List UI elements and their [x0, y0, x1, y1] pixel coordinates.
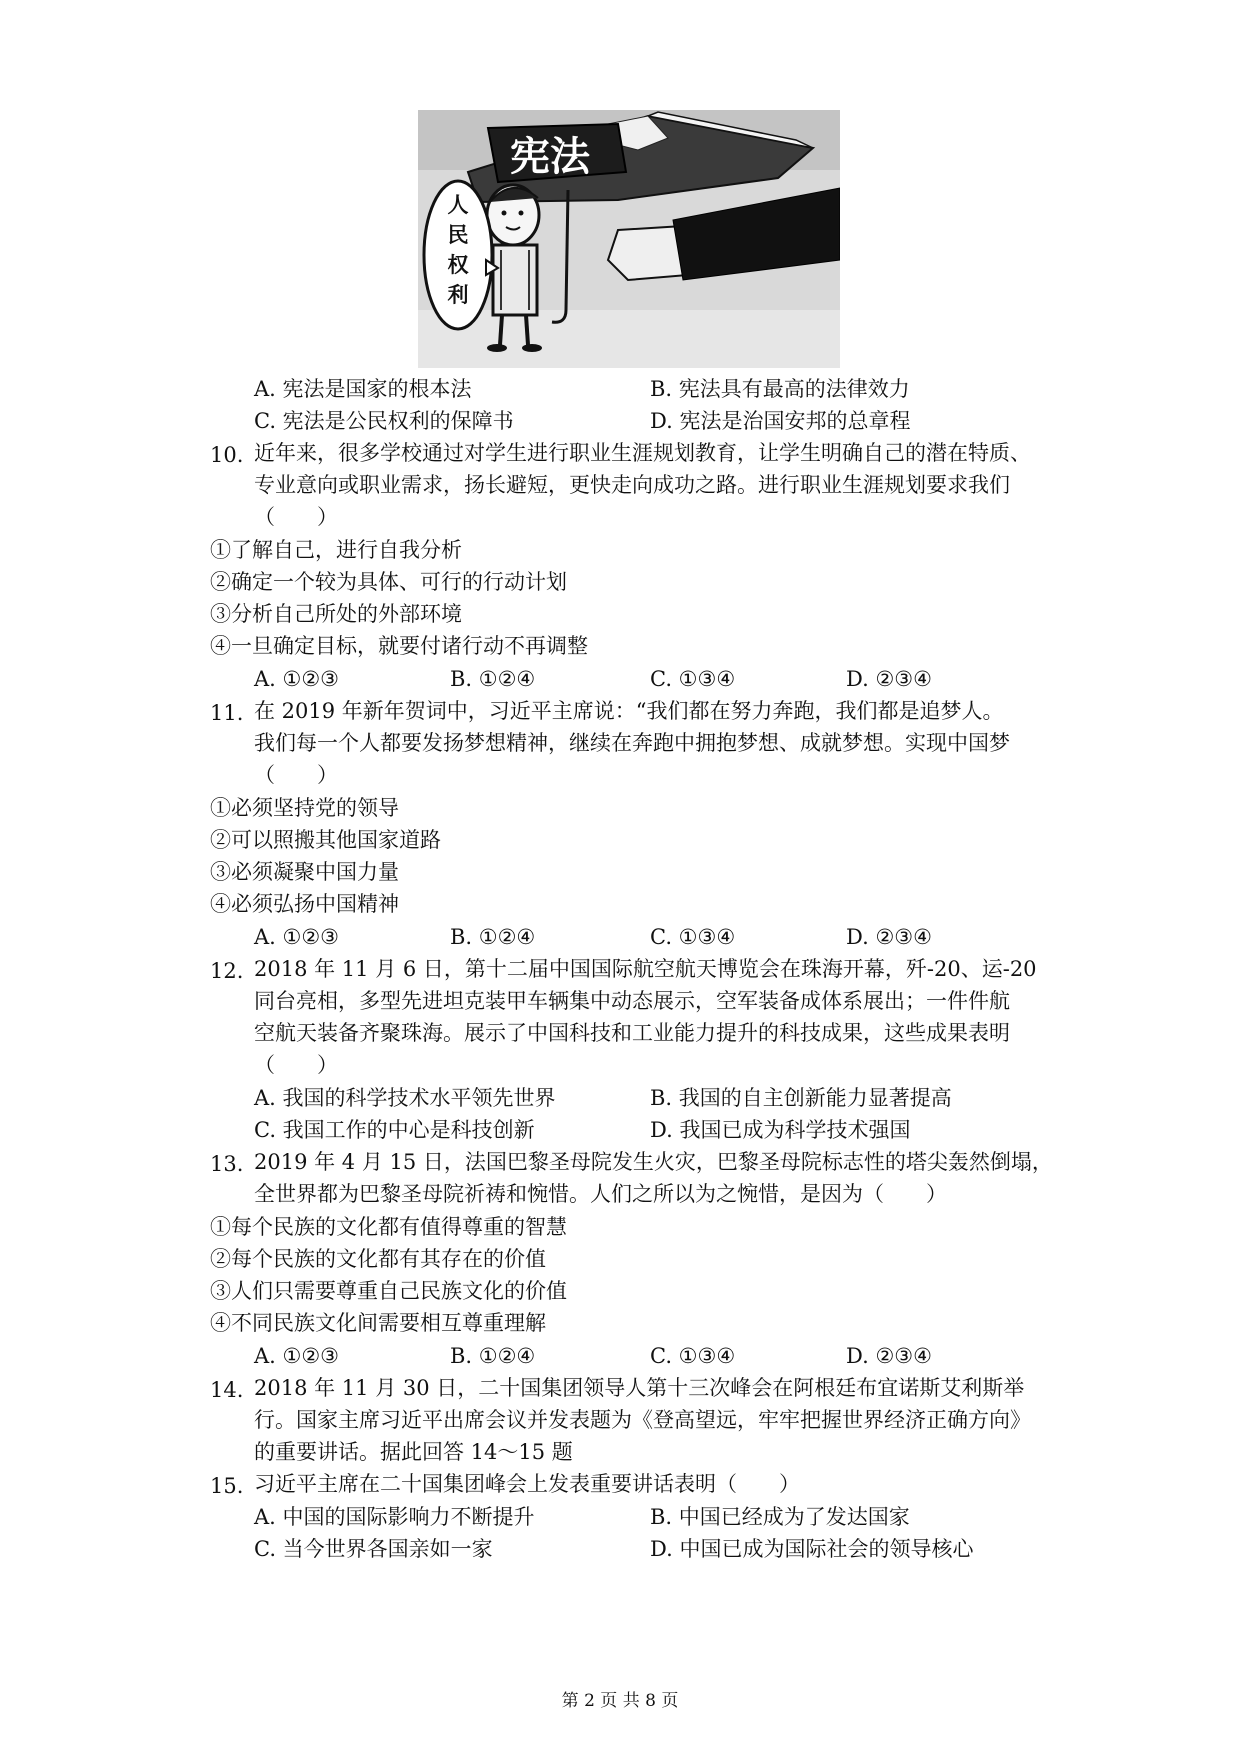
q15-option-d: D. 中国已成为国际社会的领导核心	[650, 1537, 974, 1561]
q15-option-c: C. 当今世界各国亲如一家	[254, 1537, 493, 1561]
q13-option-d: D. ②③④	[846, 1344, 932, 1368]
speech-char: 权	[447, 253, 469, 277]
q11-stem-line: 我们每一个人都要发扬梦想精神，继续在奔跑中拥抱梦想、成就梦想。实现中国梦	[254, 731, 1010, 755]
q10-option-d: D. ②③④	[846, 667, 932, 691]
q13-stem-line: 2019 年 4 月 15 日，法国巴黎圣母院发生火灾，巴黎圣母院标志性的塔尖轰然倒塌，	[254, 1150, 1053, 1174]
q11-item: ②可以照搬其他国家道路	[210, 828, 441, 852]
q10-option-a: A. ①②③	[254, 667, 339, 691]
q10-stem-line: 近年来，很多学校通过对学生进行职业生涯规划教育，让学生明确自己的潜在特质、	[254, 441, 1031, 465]
q10-option-c: C. ①③④	[650, 667, 736, 691]
q10-item: ④一旦确定目标，就要付诸行动不再调整	[210, 634, 588, 658]
q15-number: 15.	[210, 1474, 244, 1498]
q11-item: ①必须坚持党的领导	[210, 796, 399, 820]
q10-item: ①了解自己，进行自我分析	[210, 538, 462, 562]
q13-item: ④不同民族文化间需要相互尊重理解	[210, 1311, 546, 1335]
q14-stem-line: 行。国家主席习近平出席会议并发表题为《登高望远，牢牢把握世界经济正确方向》	[254, 1408, 1031, 1432]
q14-stem-line: 2018 年 11 月 30 日，二十国集团领导人第十三次峰会在阿根廷布宜诺斯艾利斯举	[254, 1376, 1025, 1400]
q12-option-c: C. 我国工作的中心是科技创新	[254, 1118, 535, 1142]
q11-option-b: B. ①②④	[450, 925, 536, 949]
q9-option-c: C. 宪法是公民权利的保障书	[254, 409, 514, 433]
q9-option-d: D. 宪法是治国安邦的总章程	[650, 409, 911, 433]
speech-bubble-text	[446, 190, 470, 310]
q9-option-b: B. 宪法具有最高的法律效力	[650, 377, 910, 401]
q15-option-b: B. 中国已经成为了发达国家	[650, 1505, 910, 1529]
q12-number: 12.	[210, 959, 244, 983]
q11-option-d: D. ②③④	[846, 925, 932, 949]
q15-stem-line: 习近平主席在二十国集团峰会上发表重要讲话表明（ ）	[254, 1472, 800, 1496]
q11-stem-line: （ ）	[254, 763, 338, 787]
q10-number: 10.	[210, 443, 244, 467]
q9-option-a: A. 宪法是国家的根本法	[254, 377, 472, 401]
q12-stem-line: 2018 年 11 月 6 日，第十二届中国国际航空航天博览会在珠海开幕，歼-20、运-20	[254, 957, 1037, 981]
q11-item: ③必须凝聚中国力量	[210, 860, 399, 884]
q12-option-a: A. 我国的科学技术水平领先世界	[254, 1086, 556, 1110]
q13-number: 13.	[210, 1152, 244, 1176]
q15-option-a: A. 中国的国际影响力不断提升	[254, 1505, 535, 1529]
q14-stem-line: 的重要讲话。据此回答 14～15 题	[254, 1440, 573, 1464]
q13-option-c: C. ①③④	[650, 1344, 736, 1368]
q10-option-b: B. ①②④	[450, 667, 536, 691]
q11-item: ④必须弘扬中国精神	[210, 892, 399, 916]
q13-item: ②每个民族的文化都有其存在的价值	[210, 1247, 546, 1271]
q11-option-a: A. ①②③	[254, 925, 339, 949]
q11-stem-line: 在 2019 年新年贺词中，习近平主席说：“我们都在努力奔跑，我们都是追梦人。	[254, 699, 1004, 723]
q13-option-b: B. ①②④	[450, 1344, 536, 1368]
banner-text: 宪法	[510, 134, 590, 180]
q12-stem-line: （ ）	[254, 1053, 338, 1077]
page-number: 第 2 页 共 8 页	[561, 1691, 679, 1711]
q12-option-d: D. 我国已成为科学技术强国	[650, 1118, 911, 1142]
q14-number: 14.	[210, 1378, 244, 1402]
speech-char: 利	[447, 283, 469, 307]
q13-option-a: A. ①②③	[254, 1344, 339, 1368]
q10-item: ②确定一个较为具体、可行的行动计划	[210, 570, 567, 594]
q13-item: ①每个民族的文化都有值得尊重的智慧	[210, 1215, 567, 1239]
q10-stem-line: （ ）	[254, 505, 338, 529]
q10-item: ③分析自己所处的外部环境	[210, 602, 462, 626]
q12-stem-line: 空航天装备齐聚珠海。展示了中国科技和工业能力提升的科技成果，这些成果表明	[254, 1021, 1010, 1045]
speech-bubble-full-text	[418, 110, 422, 111]
constitution-cartoon	[418, 110, 840, 368]
speech-char: 民	[447, 223, 469, 247]
q11-option-c: C. ①③④	[650, 925, 736, 949]
q11-number: 11.	[210, 701, 244, 725]
speech-char: 人	[447, 193, 469, 217]
q12-option-b: B. 我国的自主创新能力显著提高	[650, 1086, 952, 1110]
q13-item: ③人们只需要尊重自己民族文化的价值	[210, 1279, 567, 1303]
q12-stem-line: 同台亮相，多型先进坦克装甲车辆集中动态展示，空军装备成体系展出；一件件航	[254, 989, 1010, 1013]
q13-stem-line: 全世界都为巴黎圣母院祈祷和惋惜。人们之所以为之惋惜，是因为（ ）	[254, 1182, 947, 1206]
q10-stem-line: 专业意向或职业需求，扬长避短，更快走向成功之路。进行职业生涯规划要求我们	[254, 473, 1010, 497]
